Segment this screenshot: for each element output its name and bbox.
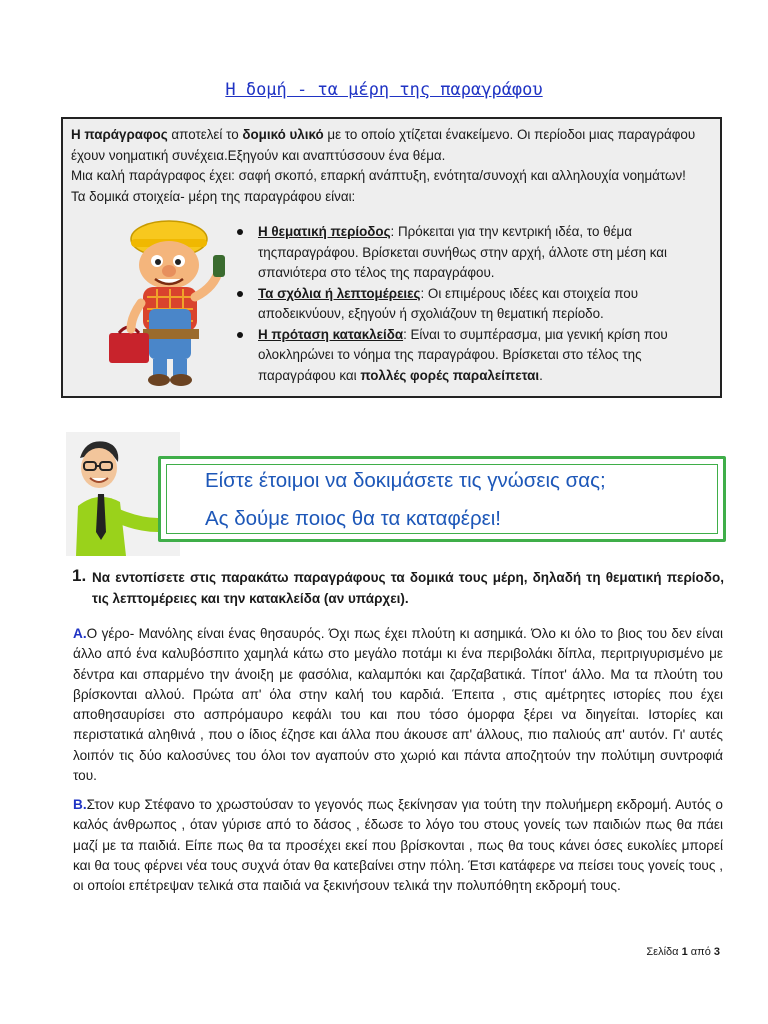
paragraph-letter: Α.	[73, 626, 87, 641]
list-item-term: Η πρόταση κατακλείδα	[258, 326, 404, 342]
banner-challenge: Ας δούμε ποιος θα τα καταφέρει!	[205, 507, 501, 530]
paragraph-text: Ο γέρο- Μανόλης είναι ένας θησαυρός. Όχι πως έχει πλούτη κι ασημικά. Όλο κι όλο το βιος του δεν είναι άλλο από ένα καλυβόσπιτο χαμηλά κάτω στο μεγάλο ποτάμι κι ένα περιβολάκι δίπλα, περιτριγυρισμένο με δέντρα και σπαρμένο την άνοιξη με φασόλια, καλαμπόκι και ζαρζαβατικά. Τίποτ' άλλο. Μα τα πλούτη του βρίσκονται αλλού. Πρώτα απ' όλα στην καλή του καρδιά. Έπειτα , στις αμέτρητες ιστορίες που έχει αποθησαυρίσει στο ασπρόμαυρο κεφάλι του και που τόσο όμορφα ξέρει να διηγείται. Ιστορίες και περιστατικά αληθινά , που ο ίδιος έζησε και άλλα που άκουσε απ' άλλους, πιο παλιούς απ' αυτόν. Γι' αυτές λοιπόν τις δύο καλοσύνες του όλοι τον αγαπούν στο χωριό και πάντα αποζητούν την πολύτιμη συντροφιά του.	[73, 626, 723, 784]
bullet-icon	[237, 291, 243, 297]
exercise-text: Να εντοπίσετε στις παρακάτω παραγράφους τα δομικά τους μέρη, δηλαδή τη θεματική περίοδο, τις λεπτομέρειες και την κατακλείδα (αν υπάρχει).	[92, 570, 724, 606]
theory-box	[61, 117, 722, 398]
list-item	[233, 284, 715, 325]
list-item	[233, 325, 715, 387]
list-item-emphasis: πολλές φορές παραλείπεται	[360, 367, 540, 383]
exercise-paragraph-a	[73, 624, 723, 786]
footer-prefix: Σελίδα	[646, 946, 682, 958]
list-item-text: : Πρόκειται για την κεντρική ιδέα, το θέμα τηςπαραγράφου. Βρίσκεται συνήθως στην αρχή, άλλοτε στη μέση και σπανιότερα στο τέλος της παραγράφου.	[258, 224, 668, 280]
bullet-icon	[237, 229, 243, 235]
page-title: Η δομή - τα μέρη της παραγράφου	[225, 80, 543, 100]
theory-line-2: Μια καλή παράγραφος έχει: σαφή σκοπό, επαρκή ανάπτυξη, ενότητα/συνοχή και αλληλουχία νοημάτων!	[71, 168, 686, 183]
theory-line-1	[71, 125, 711, 166]
page-footer	[560, 946, 720, 958]
list-item-tail: .	[539, 367, 543, 383]
paragraph-term: Η παράγραφος	[71, 127, 168, 142]
theory-intro	[71, 125, 711, 207]
paragraph-letter: Β.	[73, 797, 87, 812]
list-item-term: Τα σχόλια ή λεπτομέρειες	[258, 285, 421, 301]
current-page-number: 1	[681, 946, 688, 958]
structural-material-term: δομικό υλικό	[242, 127, 324, 142]
structure-elements-list	[233, 222, 715, 386]
exercise-number: 1.	[72, 566, 87, 585]
total-pages: 3	[713, 946, 720, 958]
exercise-instruction	[72, 568, 724, 609]
footer-mid: από	[687, 946, 714, 958]
paragraph-text: Στον κυρ Στέφανο το χρωστούσαν το γεγονός πως ξεκίνησαν για τούτη την πολυήμερη εκδρομή. Αυτός ο καλός άνθρωπος , όταν γύρισε από το δάσος , έδωσε το λόγο του στους γονείς των παιδιών πως θα πάει μαζί με τα παιδιά. Είπε πως θα τα προσέχει εκεί που βρίσκονται , πως θα τους κάνει όσες ευκολίες μπορεί και θα τους φέρνει νέα τους συχνά όταν θα κατεβαίνει στην πόλη. Έτσι κατάφερε να πείσει τους γονείς τους , οι οποίοι επέτρεψαν τελικά στα παιδιά να ξεκινήσουν τελικά την πολυπόθητη εκδρομή τους.	[73, 797, 723, 894]
list-item-term: Η θεματική περίοδος	[258, 224, 391, 239]
ready-banner	[158, 456, 726, 542]
list-item-text: : Είναι το συμπέρασμα, μια γενική κρίση που ολοκληρώνει το νόημα της παραγράφου. Βρίσκεται στο τέλος της παραγράφου και	[258, 326, 668, 383]
builder-illustration	[107, 217, 243, 389]
theory-line-3: Τα δομικά στοιχεία- μέρη της παραγράφου είναι:	[71, 188, 356, 204]
theory-line-1-mid: αποτελεί το	[167, 127, 243, 142]
bullet-icon	[237, 332, 243, 338]
exercise-paragraph-b	[73, 795, 723, 896]
list-item-text: : Οι επιμέρους ιδέες και στοιχεία που αποδεικνύουν, εξηγούν ή σχολιάζουν τη θεματική περίοδο.	[258, 285, 639, 321]
banner-question: Είστε έτοιμοι να δοκιμάσετε τις γνώσεις σας;	[205, 469, 606, 492]
theory-line-1-rest: με το οποίο χτίζεται ένακείμενο. Οι περίοδοι μιας παραγράφου έχουν νοηματική συνέχεια.Εξηγούν και αναπτύσσουν ένα θέμα.	[71, 127, 696, 163]
list-item	[233, 222, 715, 284]
